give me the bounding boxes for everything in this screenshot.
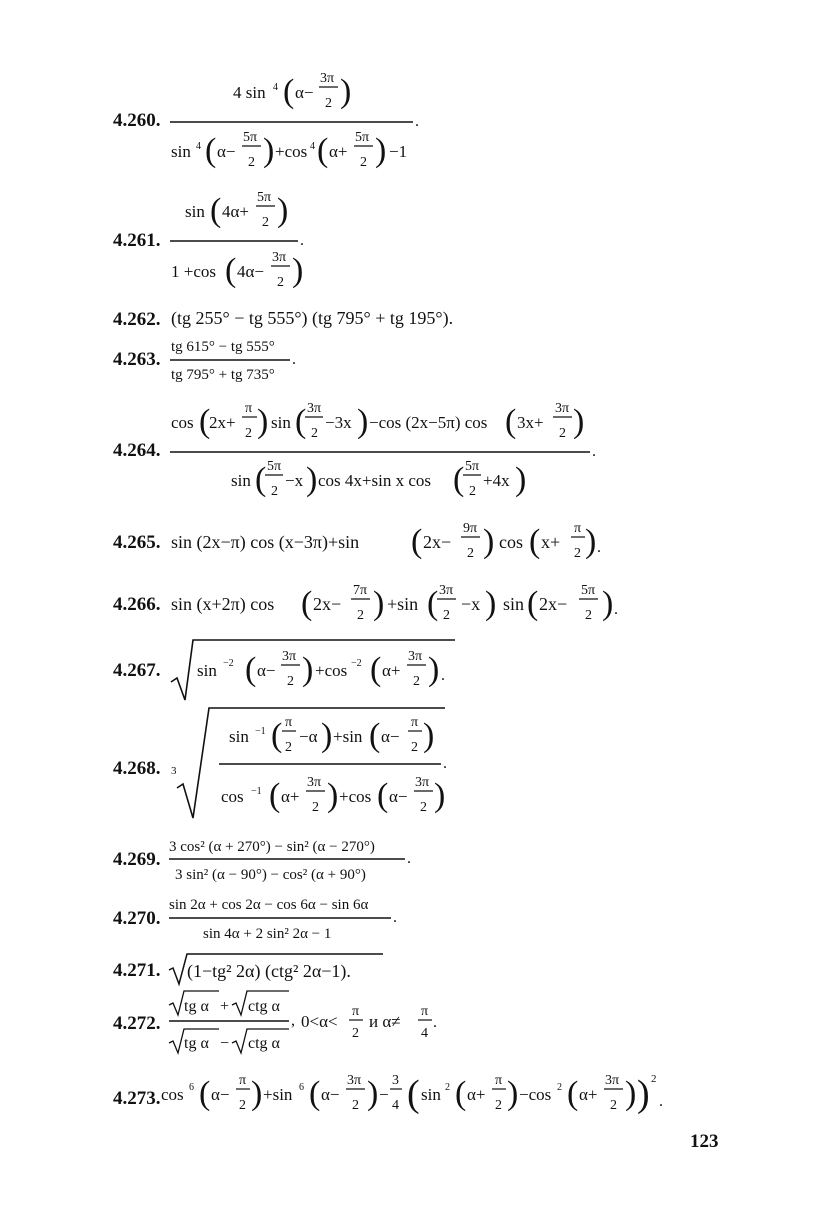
svg-text:): ) (302, 651, 314, 688)
svg-text:5π: 5π (581, 583, 596, 598)
svg-text:α+: α+ (382, 661, 401, 680)
svg-text:−x: −x (285, 471, 304, 490)
svg-text:2: 2 (352, 1026, 359, 1041)
svg-text:π: π (352, 1004, 360, 1019)
svg-text:2x−: 2x− (423, 532, 452, 552)
svg-text:(tg 255° − tg 555°) (tg 795° +: (tg 255° − tg 555°) (tg 795° + tg 195°). (171, 308, 454, 328)
svg-text:+cos: +cos (315, 661, 348, 680)
svg-text:(: ( (199, 403, 211, 440)
svg-text:): ) (327, 777, 339, 814)
problem-number: 4.262. (113, 309, 161, 330)
problem-number: 4.270. (113, 908, 161, 929)
svg-text:ctg α: ctg α (248, 1035, 280, 1052)
svg-text:2: 2 (610, 1098, 617, 1113)
svg-text:+sin: +sin (333, 727, 363, 746)
svg-text:,: , (291, 1012, 295, 1029)
svg-text:): ) (321, 717, 333, 754)
svg-text:): ) (428, 651, 440, 688)
svg-text:5π: 5π (267, 459, 282, 474)
svg-text:α+: α+ (467, 1085, 486, 1104)
svg-text:α−: α− (389, 787, 408, 806)
svg-text:): ) (292, 252, 304, 289)
problem-number: 4.271. (113, 960, 161, 981)
svg-text:.: . (393, 909, 397, 926)
problem-number: 4.265. (113, 532, 161, 553)
svg-text:cos: cos (171, 413, 194, 432)
svg-text:(: ( (205, 132, 217, 169)
svg-text:(: ( (527, 585, 539, 622)
svg-text:cos 4x+sin x cos: cos 4x+sin x cos (318, 471, 431, 490)
problem-expression (165, 333, 325, 388)
svg-text:2: 2 (352, 1098, 359, 1113)
svg-text:): ) (375, 132, 387, 169)
svg-text:): ) (625, 1075, 637, 1112)
svg-text:−x: −x (461, 594, 481, 614)
svg-text:4α−: 4α− (237, 262, 264, 281)
svg-text:5π: 5π (243, 130, 258, 145)
svg-text:cos: cos (161, 1085, 184, 1104)
svg-text:π: π (495, 1073, 503, 1088)
svg-text:ctg α: ctg α (248, 998, 280, 1015)
svg-text:sin 4α + 2 sin² 2α − 1: sin 4α + 2 sin² 2α − 1 (203, 926, 332, 942)
svg-text:2: 2 (420, 800, 427, 815)
svg-text:4: 4 (421, 1026, 428, 1041)
svg-text:3π: 3π (347, 1073, 362, 1088)
svg-text:0<α<: 0<α< (301, 1012, 338, 1031)
svg-text:sin: sin (185, 202, 205, 221)
svg-text:3π: 3π (415, 775, 430, 790)
svg-text:α−: α− (381, 727, 400, 746)
svg-text:(: ( (271, 717, 283, 754)
svg-text:4 sin: 4 sin (233, 83, 266, 102)
svg-text:3: 3 (392, 1073, 399, 1088)
svg-text:2x+: 2x+ (209, 413, 236, 432)
svg-text:): ) (485, 585, 497, 622)
svg-text:2: 2 (312, 800, 319, 815)
svg-text:.: . (300, 232, 304, 249)
svg-text:(: ( (269, 777, 281, 814)
problem-expression (155, 1062, 715, 1122)
problem-expression (165, 60, 445, 180)
svg-text:2: 2 (239, 1098, 246, 1113)
svg-text:tg 615° − tg 555°: tg 615° − tg 555° (171, 339, 275, 355)
problem-number: 4.269. (113, 849, 161, 870)
svg-text:−1: −1 (389, 142, 408, 161)
problem-expression (165, 300, 485, 332)
problem-expression (165, 700, 465, 825)
svg-text:+cos: +cos (275, 142, 308, 161)
svg-text:(: ( (210, 192, 222, 229)
svg-text:): ) (637, 1073, 650, 1115)
svg-text:α−: α− (211, 1085, 230, 1104)
problem-expression (165, 572, 645, 632)
svg-text:): ) (515, 461, 527, 498)
svg-text:): ) (434, 777, 446, 814)
svg-text:2: 2 (411, 740, 418, 755)
svg-text:−2: −2 (351, 658, 362, 669)
svg-text:2: 2 (413, 674, 420, 689)
svg-text:5π: 5π (465, 459, 480, 474)
svg-text:.: . (441, 667, 445, 684)
svg-text:α−: α− (321, 1085, 340, 1104)
problem-number: 4.268. (113, 758, 161, 779)
svg-text:α+: α+ (281, 787, 300, 806)
svg-text:9π: 9π (463, 521, 478, 536)
svg-text:2: 2 (287, 674, 294, 689)
svg-text:4: 4 (310, 141, 315, 152)
svg-text:(1−tg² 2α) (ctg² 2α−1).: (1−tg² 2α) (ctg² 2α−1). (187, 961, 351, 981)
svg-text:α+: α+ (579, 1085, 598, 1104)
problem-number: 4.267. (113, 660, 161, 681)
svg-text:и α≠: и α≠ (369, 1012, 401, 1031)
svg-text:.: . (592, 443, 596, 460)
svg-text:−1: −1 (255, 726, 266, 737)
svg-text:sin 2α + cos 2α − cos 6α − sin: sin 2α + cos 2α − cos 6α − sin 6α (169, 897, 369, 913)
problem-expression (165, 833, 425, 888)
problem-expression (165, 185, 325, 300)
svg-text:(: ( (283, 73, 295, 110)
svg-text:): ) (357, 403, 369, 440)
svg-text:4: 4 (392, 1098, 399, 1113)
svg-text:2: 2 (557, 1082, 562, 1093)
svg-text:π: π (245, 401, 253, 416)
problem-number: 4.264. (113, 440, 161, 461)
svg-text:(: ( (427, 585, 439, 622)
svg-text:): ) (423, 717, 435, 754)
svg-text:2: 2 (245, 426, 252, 441)
svg-text:−cos: −cos (519, 1085, 552, 1104)
svg-text:(: ( (567, 1075, 579, 1112)
svg-text:π: π (411, 715, 419, 730)
svg-text:): ) (573, 403, 585, 440)
svg-text:cos: cos (499, 532, 523, 552)
svg-text:2: 2 (325, 96, 332, 111)
svg-text:2: 2 (357, 608, 364, 623)
svg-text:−: − (220, 1035, 230, 1052)
svg-text:5π: 5π (257, 190, 272, 205)
svg-text:+: + (220, 998, 230, 1015)
svg-text:5π: 5π (355, 130, 370, 145)
problem-number: 4.260. (113, 110, 161, 131)
svg-text:α−: α− (257, 661, 276, 680)
problem-expression (165, 510, 625, 570)
svg-text:3: 3 (171, 765, 177, 777)
svg-text:(: ( (309, 1075, 321, 1112)
svg-text:sin: sin (197, 661, 217, 680)
svg-text:2: 2 (262, 215, 269, 230)
svg-text:3π: 3π (408, 649, 423, 664)
svg-text:.: . (443, 755, 447, 772)
svg-text:sin: sin (229, 727, 249, 746)
svg-text:2: 2 (559, 426, 566, 441)
svg-text:2x−: 2x− (539, 594, 568, 614)
svg-text:): ) (251, 1075, 263, 1112)
svg-text:+sin: +sin (387, 594, 419, 614)
svg-text:α−: α− (217, 142, 236, 161)
svg-text:sin: sin (171, 142, 191, 161)
svg-text:(: ( (377, 777, 389, 814)
svg-text:+cos: +cos (339, 787, 372, 806)
svg-text:6: 6 (299, 1082, 304, 1093)
svg-text:2: 2 (248, 155, 255, 170)
problem-number: 4.266. (113, 594, 161, 615)
svg-text:3π: 3π (282, 649, 297, 664)
problem-number: 4.263. (113, 349, 161, 370)
svg-text:3π: 3π (439, 583, 454, 598)
problem-number: 4.272. (113, 1013, 161, 1034)
svg-text:tg 795° + tg 735°: tg 795° + tg 735° (171, 367, 275, 383)
svg-text:(: ( (411, 523, 423, 560)
svg-text:π: π (285, 715, 293, 730)
svg-text:1 +cos: 1 +cos (171, 262, 216, 281)
problem-expression (165, 892, 415, 947)
svg-text:): ) (585, 523, 597, 560)
svg-text:π: π (239, 1073, 247, 1088)
svg-text:(: ( (295, 403, 307, 440)
svg-text:2: 2 (360, 155, 367, 170)
svg-text:6: 6 (189, 1082, 194, 1093)
svg-text:−: − (379, 1085, 389, 1104)
svg-text:2x−: 2x− (313, 594, 342, 614)
svg-text:): ) (373, 585, 385, 622)
svg-text:2: 2 (651, 1073, 657, 1085)
svg-text:−2: −2 (223, 658, 234, 669)
svg-text:cos: cos (221, 787, 244, 806)
svg-text:(: ( (453, 461, 465, 498)
svg-text:.: . (407, 850, 411, 867)
svg-text:7π: 7π (353, 583, 368, 598)
svg-text:2: 2 (495, 1098, 502, 1113)
svg-text:2: 2 (585, 608, 592, 623)
svg-text:(: ( (255, 461, 267, 498)
page-number: 123 (690, 1131, 719, 1152)
svg-text:2: 2 (443, 608, 450, 623)
problem-number: 4.261. (113, 230, 161, 251)
svg-text:−α: −α (299, 727, 318, 746)
problem-number: 4.273. (113, 1088, 161, 1109)
svg-text:.: . (433, 1014, 437, 1031)
svg-text:(: ( (301, 585, 313, 622)
svg-text:.: . (415, 113, 419, 130)
svg-text:−cos (2x−5π) cos: −cos (2x−5π) cos (369, 413, 488, 432)
svg-text:x+: x+ (541, 532, 561, 552)
svg-text:4α+: 4α+ (222, 202, 249, 221)
svg-text:(: ( (199, 1075, 211, 1112)
svg-text:sin: sin (231, 471, 251, 490)
svg-text:4: 4 (196, 141, 201, 152)
svg-text:(: ( (505, 403, 517, 440)
svg-text:.: . (597, 539, 601, 556)
svg-text:α+: α+ (329, 142, 348, 161)
svg-text:tg α: tg α (184, 998, 209, 1015)
svg-text:π: π (421, 1004, 429, 1019)
svg-text:.: . (292, 351, 296, 368)
svg-text:(: ( (529, 523, 541, 560)
svg-text:): ) (263, 132, 275, 169)
svg-text:sin (2x−π) cos (x−3π)+sin: sin (2x−π) cos (x−3π)+sin (171, 532, 360, 552)
problem-expression (165, 390, 605, 510)
svg-text:): ) (277, 192, 289, 229)
svg-text:): ) (602, 585, 614, 622)
problem-expression (165, 985, 465, 1055)
svg-text:(: ( (370, 651, 382, 688)
svg-text:3π: 3π (307, 775, 322, 790)
svg-text:π: π (574, 521, 582, 536)
svg-text:2: 2 (311, 426, 318, 441)
svg-text:2: 2 (277, 275, 284, 290)
svg-text:sin: sin (503, 594, 525, 614)
svg-text:): ) (367, 1075, 379, 1112)
svg-text:α−: α− (295, 83, 314, 102)
problem-expression (165, 950, 405, 990)
svg-text:2: 2 (574, 546, 581, 561)
svg-text:3π: 3π (307, 401, 322, 416)
svg-text:sin (x+2π) cos: sin (x+2π) cos (171, 594, 275, 614)
svg-text:sin: sin (271, 413, 291, 432)
svg-text:−1: −1 (251, 786, 262, 797)
svg-text:3 sin² (α − 90°) − cos² (α + 9: 3 sin² (α − 90°) − cos² (α + 90°) (175, 867, 366, 883)
svg-text:+4x: +4x (483, 471, 510, 490)
svg-text:2: 2 (445, 1082, 450, 1093)
svg-text:2: 2 (271, 484, 278, 499)
svg-text:tg α: tg α (184, 1035, 209, 1052)
svg-text:2: 2 (285, 740, 292, 755)
svg-text:3 cos² (α + 270°) − sin² (α −: 3 cos² (α + 270°) − sin² (α − 270°) (169, 839, 375, 855)
svg-text:3x+: 3x+ (517, 413, 544, 432)
svg-text:): ) (507, 1075, 519, 1112)
svg-text:(: ( (369, 717, 381, 754)
svg-text:.: . (614, 601, 618, 618)
svg-text:3π: 3π (320, 71, 335, 86)
svg-text:2: 2 (467, 546, 474, 561)
svg-text:3π: 3π (272, 250, 287, 265)
svg-text:(: ( (455, 1075, 467, 1112)
svg-text:3π: 3π (555, 401, 570, 416)
svg-text:−3x: −3x (325, 413, 352, 432)
svg-text:(: ( (245, 651, 257, 688)
problem-expression (165, 632, 485, 702)
svg-text:): ) (306, 461, 318, 498)
svg-text:3π: 3π (605, 1073, 620, 1088)
svg-text:4: 4 (273, 82, 278, 93)
svg-text:2: 2 (469, 484, 476, 499)
svg-text:.: . (659, 1093, 663, 1110)
svg-text:): ) (340, 73, 352, 110)
svg-text:): ) (483, 523, 495, 560)
svg-text:(: ( (317, 132, 329, 169)
svg-text:sin: sin (421, 1085, 441, 1104)
svg-text:(: ( (225, 252, 237, 289)
svg-text:+sin: +sin (263, 1085, 293, 1104)
svg-text:): ) (257, 403, 269, 440)
svg-text:(: ( (407, 1073, 420, 1115)
